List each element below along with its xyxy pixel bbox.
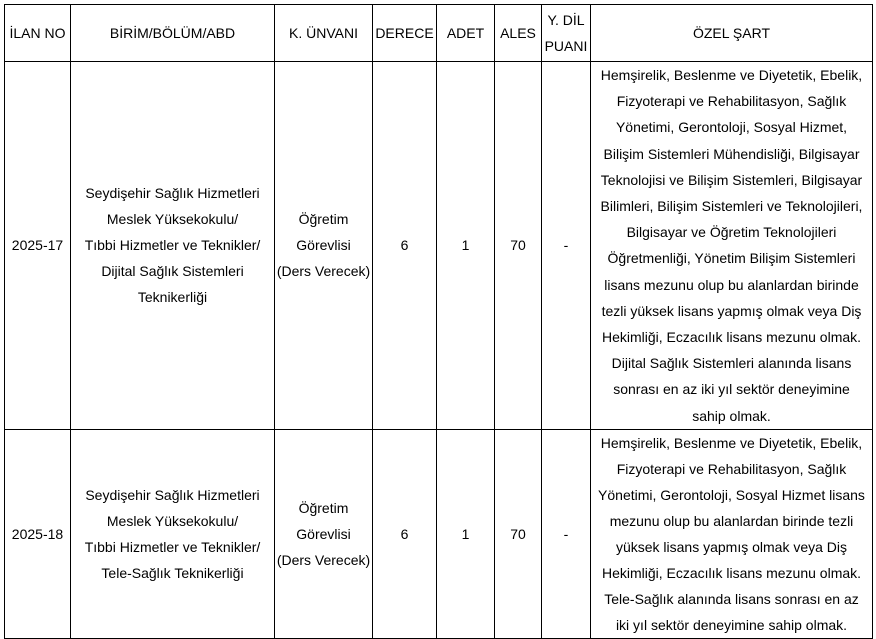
header-row	[5, 5, 873, 62]
ozel-sart-line: Bilgisayar ve Öğretim Teknolojileri	[626, 224, 837, 241]
ozel-sart-line: Yönetimi, Gerontoloji, Sosyal Hizmet lisans	[598, 486, 865, 503]
ilan-no-cell: 2025-18	[5, 429, 71, 638]
birim-line: Seydişehir Sağlık Hizmetleri	[85, 185, 260, 202]
birim-line: Tıbbi Hizmetler ve Teknikler/	[84, 538, 261, 555]
birim-line: Seydişehir Sağlık Hizmetleri	[85, 486, 260, 503]
ales-cell: 70	[495, 62, 542, 430]
ozel-sart-line: Dijital Sağlık Sistemleri alanında lisans	[611, 355, 852, 372]
ozel-sart-line: Fizyoterapi ve Rehabilitasyon, Sağlık	[616, 460, 847, 477]
header-ydil-line1: Y. DİL	[547, 12, 585, 28]
adet-cell: 1	[437, 429, 495, 638]
ydil-cell: -	[542, 62, 591, 430]
header-adet: ADET	[437, 5, 495, 62]
unvan-line: Öğretim	[298, 211, 349, 228]
unvan-line: Öğretim	[298, 499, 349, 516]
ozel-sart-cell	[591, 62, 873, 430]
header-ozel-sart: ÖZEL ŞART	[591, 5, 873, 62]
ozel-sart-line: Teknolojisi ve Bilişim Sistemleri, Bilgisayar	[600, 171, 863, 188]
ozel-sart-line: Bilişim Sistemleri Mühendisliği, Bilgisayar	[603, 145, 860, 162]
header-ales: ALES	[495, 5, 542, 62]
ozel-sart-line: Fizyoterapi ve Rehabilitasyon, Sağlık	[616, 93, 847, 110]
unvan-line: Görevlisi	[296, 237, 351, 254]
ydil-cell: -	[542, 429, 591, 638]
unvan-cell	[275, 429, 373, 638]
table-row	[5, 62, 873, 430]
ozel-sart-line: Hekimliği, Eczacılık lisans mezunu olmak.	[601, 329, 862, 346]
birim-line: Tıbbi Hizmetler ve Teknikler/	[84, 237, 261, 254]
header-unvan: K. ÜNVANI	[275, 5, 373, 62]
adet-cell: 1	[437, 62, 495, 430]
ozel-sart-line: Öğretmenliği, Yönetim Bilişim Sistemleri	[607, 250, 856, 267]
ozel-sart-line: Hemşirelik, Beslenme ve Diyetetik, Ebelik,	[600, 67, 863, 83]
unvan-line: (Ders Verecek)	[276, 551, 371, 568]
ozel-sart-line: yüksek lisans yapmış olmak veya Diş	[615, 538, 848, 555]
ilan-no-cell: 2025-17	[5, 62, 71, 430]
ozel-sart-line: sahip olmak.	[692, 407, 771, 424]
header-ydil	[542, 5, 591, 62]
birim-cell	[71, 62, 275, 430]
ozel-sart-cell	[591, 429, 873, 638]
ozel-sart-line: Yönetimi, Gerontoloji, Sosyal Hizmet,	[615, 119, 848, 136]
birim-line: Teknikerliği	[137, 289, 208, 306]
birim-line: Meslek Yüksekokulu/	[106, 211, 239, 228]
unvan-cell	[275, 62, 373, 430]
derece-cell: 6	[373, 429, 437, 638]
table-row	[5, 429, 873, 638]
ozel-sart-line: Hemşirelik, Beslenme ve Diyetetik, Ebelik,	[600, 434, 863, 451]
birim-line: Tele-Sağlık Teknikerliği	[101, 564, 244, 581]
header-birim: BİRİM/BÖLÜM/ABD	[71, 5, 275, 62]
header-ydil-line2: PUANI	[544, 38, 588, 54]
birim-line: Dijital Sağlık Sistemleri	[101, 263, 244, 280]
ozel-sart-line: mezunu olup bu alanlardan birinde tezli	[609, 512, 854, 529]
ozel-sart-line: iki yıl sektör deneyimine sahip olmak.	[615, 616, 848, 633]
ozel-sart-line: sonrası en az iki yıl sektör deneyimine	[613, 381, 850, 398]
ozel-sart-line: Hekimliği, Eczacılık lisans mezunu olmak.	[601, 564, 862, 581]
ozel-sart-line: tezli yüksek lisans yapmış olmak veya Diş	[601, 302, 862, 319]
header-ilan-no: İLAN NO	[5, 5, 71, 62]
unvan-line: (Ders Verecek)	[276, 263, 371, 280]
header-derece: DERECE	[373, 5, 437, 62]
ales-cell: 70	[495, 429, 542, 638]
announcement-table	[4, 4, 873, 639]
birim-line: Meslek Yüksekokulu/	[106, 512, 239, 529]
ozel-sart-line: lisans mezunu olup bu alanlardan birinde	[604, 276, 859, 293]
unvan-line: Görevlisi	[296, 525, 351, 542]
ozel-sart-line: Bilimleri, Bilişim Sistemleri ve Teknolojileri,	[600, 198, 863, 215]
birim-cell	[71, 429, 275, 638]
derece-cell: 6	[373, 62, 437, 430]
ozel-sart-line: Tele-Sağlık alanında lisans sonrası en az	[604, 590, 859, 607]
